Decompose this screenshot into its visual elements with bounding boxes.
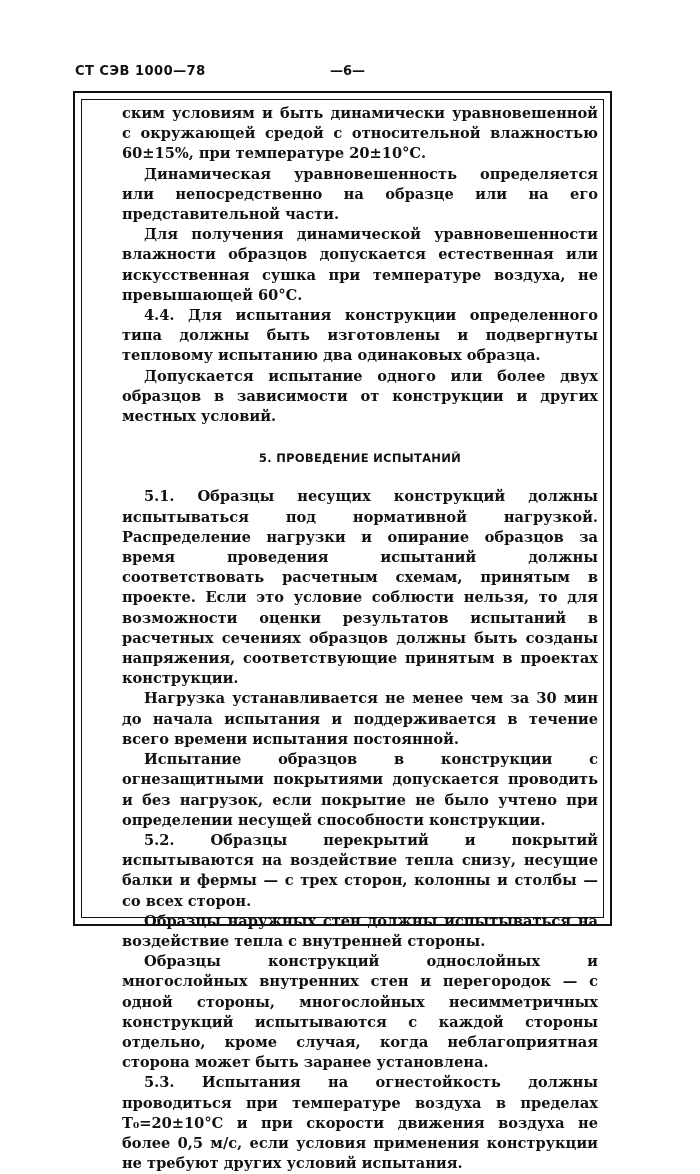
paragraph: Образцы конструкций однослойных и многослойных внутренних стен и перегородок — с одной стороны, многослойных несимметричных конструкций испытываются с каждой стороны отдельно, кроме случая, когда неблагоприятная сторона может быть заранее установлена. bbox=[122, 953, 598, 1072]
document-code: СТ СЭВ 1000—78 bbox=[75, 64, 206, 79]
body-text bbox=[122, 104, 598, 1174]
section-heading: 5. ПРОВЕДЕНИЕ ИСПЫТАНИЙ bbox=[258, 451, 462, 466]
paragraph: Образцы наружных стен должны испытываться на воздействие тепла с внутренней стороны. bbox=[122, 912, 598, 950]
paragraph-clause-5-2: 5.2. Образцы перекрытий и покрытий испытываются на воздействие тепла снизу, несущие балки и фермы — с трех сторон, колонны и столбы — со всех сторон. bbox=[122, 831, 598, 910]
paragraph-clause-5-3: 5.3. Испытания на огнестойкость должны проводиться при температуре воздуха в пределах T₀=20±10°С и при скорости движения воздуха не более 0,5 м/с, если условия применения конструкции не требуют других условий испытания. bbox=[122, 1074, 598, 1173]
paragraph: Динамическая уравновешенность определяется или непосредственно на образце или на его представительной части. bbox=[122, 165, 598, 224]
paragraph: Для получения динамической уравновешенности влажности образцов допускается естественная или искусственная сушка при температуре воздуха, не превышающей 60°С. bbox=[122, 226, 598, 304]
page-number: —6— bbox=[330, 64, 366, 79]
paragraph: Нагрузка устанавливается не менее чем за 30 мин до начала испытания и поддерживается в течение всего времени испытания постоянной. bbox=[122, 690, 598, 748]
paragraph-clause-4-4: 4.4. Для испытания конструкции определенного типа должны быть изготовлены и подвергнуты тепловому испытанию два одинаковых образца. bbox=[122, 307, 598, 365]
paragraph: Испытание образцов в конструкции с огнезащитными покрытиями допускается проводить и без нагрузок, если покрытие не было учтено при определении несущей способности конструкции. bbox=[122, 751, 598, 829]
paragraph-clause-5-1: 5.1. Образцы несущих конструкций должны испытываться под нормативной нагрузкой. Распределение нагрузки и опирание образцов за время проведения испытаний должны соответствовать расчетным схемам, принятым в проекте. Если это условие соблюсти нельзя, то для возможности оценки результатов испытаний в расчетных сечениях образцов должны быть созданы напряжения, соответствующие принятым в проектах конструкции. bbox=[122, 488, 598, 688]
paragraph: ским условиям и быть динамически уравновешенной с окружающей средой с относительной влажностью 60±15%, при температуре 20±10°С. bbox=[122, 105, 598, 163]
paragraph: Допускается испытание одного или более двух образцов в зависимости от конструкции и других местных условий. bbox=[122, 367, 598, 426]
